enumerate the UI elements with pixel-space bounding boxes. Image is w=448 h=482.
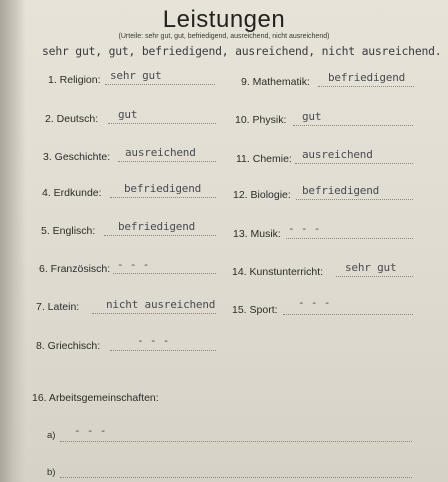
subject-label: 9. Mathematik: [241,76,310,88]
grade-line [296,199,413,200]
subject-label: 2. Deutsch: [45,113,99,125]
subject-grade-erdkunde: befriedigend [124,182,202,195]
subject-row-erdkunde [42,183,102,199]
grade-line [92,313,216,314]
subject-label: 8. Griechisch: [36,340,101,352]
subject-label: 12. Biologie: [233,189,291,201]
subject-grade-deutsch: gut [118,108,138,121]
subject-row-geschichte [43,147,110,163]
subject-row-religion [48,70,101,86]
subject-label: 13. Musik: [233,228,281,240]
subject-grade-latein: nicht ausreichend [106,298,216,311]
subject-label: 15. Sport: [232,304,278,316]
grade-line [110,350,216,351]
subject-label: 1. Religion: [48,74,101,86]
ag-item-a-value: - - - [74,424,107,437]
ag-item-a-line [60,441,412,442]
page-title: Leistungen [162,6,286,33]
grade-line [286,238,413,239]
subject-grade-musik: - - - [288,222,321,235]
subject-grade-physik: gut [302,110,322,123]
subject-label: 14. Kunstunterricht: [232,266,324,278]
grades-note: (Urteile: sehr gut, gut, befriedigend, ausreichend, nicht ausreichend) [118,33,330,40]
page-fold-shadow [0,0,26,482]
grade-line [118,161,216,162]
grade-line [110,197,216,198]
subject-row-kunstunterricht [232,262,323,278]
subject-row-sport [232,300,278,316]
subject-grade-englisch: befriedigend [118,220,196,233]
subject-grade-chemie: ausreichend [302,148,373,161]
subject-grade-geschichte: ausreichend [125,146,196,159]
subject-row-physik [235,110,286,126]
grade-scale: sehr gut, gut, befriedigend, ausreichend, nicht ausreichend. [42,44,442,58]
subject-grade-sport: - - - [298,296,331,309]
ag-item-b-label: b) [47,467,56,478]
subject-grade-mathematik: befriedigend [328,71,406,84]
subject-row-mathematik [241,72,310,88]
subject-label: 3. Geschichte: [43,151,111,163]
subject-grade-religion: sehr gut [110,69,162,82]
subject-label: 5. Englisch: [41,225,96,237]
grade-line [108,123,216,124]
grade-line [336,276,413,277]
subject-grade-kunstunterricht: sehr gut [345,261,397,274]
subject-label: 6. Französisch: [39,263,111,275]
subject-grade-franzoesisch: - - - [117,258,150,271]
ag-item-b-line [60,477,412,478]
grade-line [104,235,216,236]
subject-row-latein [36,297,79,313]
grade-line [293,125,413,126]
grade-line [295,163,413,164]
subject-row-musik [233,224,281,240]
grade-line [113,273,216,274]
subject-grade-biologie: befriedigend [302,184,380,197]
subject-grade-griechisch: - - - [137,334,170,347]
subject-row-franzoesisch [39,259,110,275]
subject-row-chemie [236,149,292,165]
arbeitsgemeinschaften-label: 16. Arbeitsgemeinschaften: [32,392,159,404]
subject-label: 4. Erdkunde: [42,187,102,199]
subject-row-deutsch [45,109,98,125]
grade-line [105,84,215,85]
subject-row-biologie [233,185,291,201]
grade-line [318,86,414,87]
subject-label: 7. Latein: [36,301,80,313]
grade-line [283,314,413,315]
subject-row-englisch [41,221,95,237]
subject-row-griechisch [36,336,100,352]
ag-item-a-label: a) [47,430,56,441]
subject-label: 11. Chemie: [236,153,292,165]
subject-label: 10. Physik: [235,114,287,126]
